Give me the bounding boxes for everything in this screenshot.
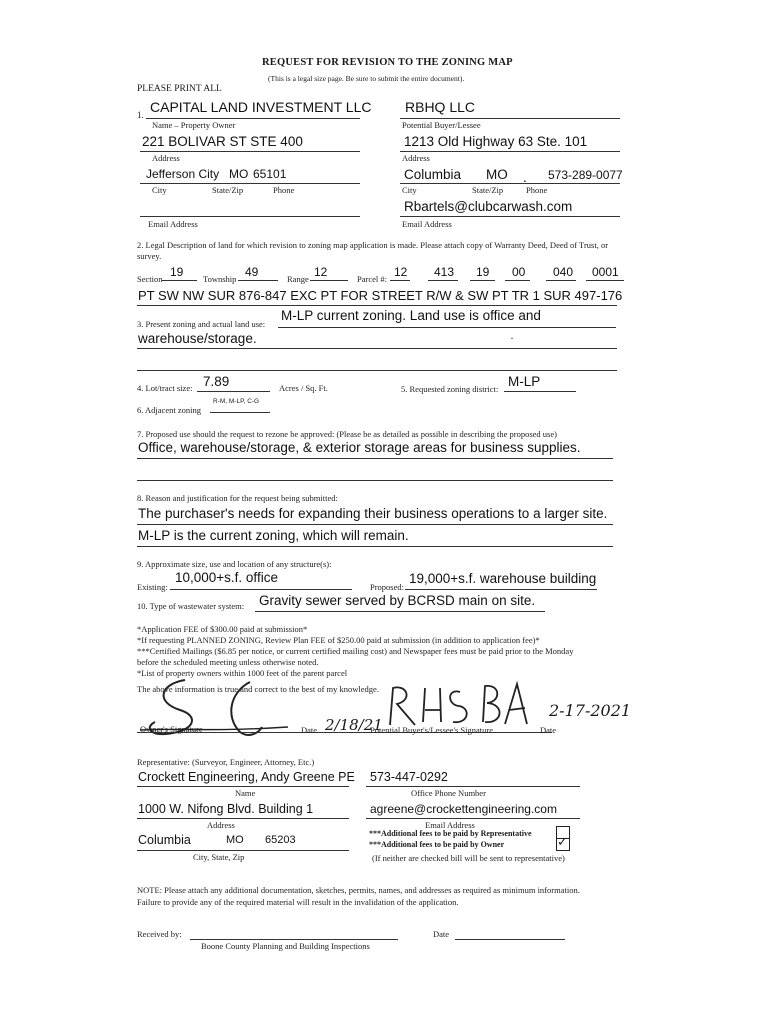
section-5-label: 5. Requested zoning district: bbox=[401, 384, 499, 394]
parcel-part-1[interactable]: 12 bbox=[394, 265, 408, 279]
lot-size-value[interactable]: 7.89 bbox=[203, 374, 230, 389]
owner-state[interactable]: MO bbox=[229, 167, 249, 181]
section-3-label: 3. Present zoning and actual land use: bbox=[137, 319, 266, 329]
representative-address[interactable]: 1000 W. Nifong Blvd. Building 1 bbox=[138, 802, 314, 816]
section-2-text: 2. Legal Description of land for which revision to zoning map application is made. Please attach copy of Warranty Deed, Deed of Trust, or survey. bbox=[137, 240, 609, 261]
owner-state-label: State/Zip bbox=[212, 185, 244, 195]
existing-label: Existing: bbox=[137, 582, 168, 592]
representative-label: Representative: (Surveyor, Engineer, Attorney, Etc.) bbox=[137, 757, 315, 767]
buyer-state-label: State/Zip bbox=[472, 185, 504, 195]
note-application-fee: *Application FEE of $300.00 paid at submission* bbox=[137, 624, 308, 634]
owner-address[interactable]: 221 BOLIVAR ST STE 400 bbox=[142, 134, 303, 149]
wastewater-system[interactable]: Gravity sewer served by BCRSD main on site. bbox=[259, 593, 536, 608]
buyer-date[interactable]: 2-17-2021 bbox=[549, 701, 632, 720]
justification-line-2[interactable]: M-LP is the current zoning, which will remain. bbox=[138, 528, 409, 543]
note-property-list: *List of property owners within 1000 feet of the parent parcel bbox=[137, 668, 348, 678]
representative-city[interactable]: Columbia bbox=[138, 833, 191, 847]
section-1-number: 1. bbox=[137, 110, 144, 120]
township-value[interactable]: 49 bbox=[245, 265, 259, 279]
fee-owner-checkmark: ✓ bbox=[557, 834, 568, 849]
buyer-address-label: Address bbox=[402, 153, 430, 163]
note-certified-1: ***Certified Mailings ($6.85 per notice, or current certified mailing cost) and Newspaper fees must be paid prior to the Monday bbox=[137, 646, 574, 656]
section-7-label: 7. Proposed use should the request to rezone be approved: (Please be as detailed as possible in describing the proposed use) bbox=[137, 429, 557, 439]
received-by-sub: Boone County Planning and Building Inspections bbox=[201, 941, 370, 951]
owner-zip[interactable]: 65101 bbox=[253, 167, 287, 181]
justification-line-1[interactable]: The purchaser's needs for expanding their business operations to a larger site. bbox=[138, 506, 608, 521]
owner-signature-label: Owner's Signature bbox=[140, 724, 203, 734]
owner-date[interactable]: 2/18/21 bbox=[325, 716, 383, 734]
present-zoning-line-1[interactable]: M-LP current zoning. Land use is office and bbox=[281, 308, 541, 323]
buyer-city-label: City bbox=[402, 185, 417, 195]
section-6-label: 6. Adjacent zoning bbox=[137, 405, 201, 415]
owner-address-label: Address bbox=[152, 153, 180, 163]
parcel-label: Parcel #: bbox=[357, 274, 387, 284]
section-value[interactable]: 19 bbox=[170, 265, 184, 279]
buyer-signature-label: Potential Buyer's/Lessee's Signature bbox=[370, 725, 493, 735]
buyer-email[interactable]: Rbartels@clubcarwash.com bbox=[404, 199, 573, 214]
fee-owner-note: ***Additional fees to be paid by Owner bbox=[369, 840, 505, 849]
representative-name-label: Name bbox=[235, 788, 256, 798]
buyer-phone-label: Phone bbox=[526, 185, 548, 195]
stray-mark: · bbox=[510, 331, 514, 345]
section-4-label: 4. Lot/tract size: bbox=[137, 383, 193, 393]
fee-billing-note: (If neither are checked bill will be sent to representative) bbox=[372, 853, 565, 863]
form-subtitle: (This is a legal size page. Be sure to submit the entire document). bbox=[268, 74, 465, 83]
representative-csz-label: City, State, Zip bbox=[193, 852, 245, 862]
buyer-dot: . bbox=[523, 170, 527, 185]
owner-name[interactable]: CAPITAL LAND INVESTMENT LLC bbox=[150, 99, 372, 115]
representative-email-label: Email Address bbox=[425, 820, 475, 830]
note-true-correct: The above information is true and correct to the best of my knowledge. bbox=[137, 684, 379, 694]
representative-phone[interactable]: 573-447-0292 bbox=[370, 770, 448, 784]
buyer-date-label: Date bbox=[540, 725, 557, 735]
buyer-address[interactable]: 1213 Old Highway 63 Ste. 101 bbox=[404, 134, 588, 149]
note-certified-2: before the scheduled meeting unless otherwise noted. bbox=[137, 657, 319, 667]
owner-name-label: Name – Property Owner bbox=[152, 120, 236, 130]
owner-phone-label: Phone bbox=[273, 185, 295, 195]
owner-email-label: Email Address bbox=[148, 219, 198, 229]
section-8-label: 8. Reason and justification for the request being submitted: bbox=[137, 493, 338, 503]
section-9-label: 9. Approximate size, use and location of any structure(s): bbox=[137, 559, 332, 569]
print-all-note: PLEASE PRINT ALL bbox=[137, 84, 222, 94]
legal-description[interactable]: PT SW NW SUR 876-847 EXC PT FOR STREET R/W & SW PT TR 1 SUR 497-176 bbox=[138, 288, 623, 303]
parcel-part-2[interactable]: 413 bbox=[434, 265, 455, 279]
representative-email[interactable]: agreene@crockettengineering.com bbox=[370, 802, 557, 816]
present-zoning-line-2[interactable]: warehouse/storage. bbox=[138, 331, 257, 346]
range-value[interactable]: 12 bbox=[314, 265, 328, 279]
proposed-structure[interactable]: 19,000+s.f. warehouse building bbox=[409, 571, 597, 586]
proposed-label: Proposed: bbox=[370, 582, 404, 592]
buyer-email-label: Email Address bbox=[402, 219, 452, 229]
buyer-phone[interactable]: 573-289-0077 bbox=[548, 168, 623, 182]
fee-rep-note: ***Additional fees to be paid by Representative bbox=[369, 829, 532, 838]
note-planned-zoning: *If requesting PLANNED ZONING, Review Plan FEE of $250.00 paid at submission (in addition to application fee)* bbox=[137, 635, 540, 645]
adjacent-zoning-value[interactable]: R-M, M-LP, C-G bbox=[213, 398, 260, 405]
footer-note-2: Failure to provide any of the required material will result in the invalidation of the application. bbox=[137, 897, 459, 907]
received-by-label: Received by: bbox=[137, 929, 182, 939]
representative-address-label: Address bbox=[207, 820, 235, 830]
owner-city-label: City bbox=[152, 185, 167, 195]
parcel-part-3[interactable]: 19 bbox=[476, 265, 490, 279]
received-date-label: Date bbox=[433, 929, 450, 939]
requested-zoning-value[interactable]: M-LP bbox=[508, 374, 541, 389]
section-10-label: 10. Type of wastewater system: bbox=[137, 601, 245, 611]
footer-note-1: NOTE: Please attach any additional documentation, sketches, permits, names, and addresses as required as minimum information. bbox=[137, 885, 580, 895]
representative-name[interactable]: Crockett Engineering, Andy Greene PE bbox=[138, 770, 355, 784]
form-title: REQUEST FOR REVISION TO THE ZONING MAP bbox=[262, 57, 513, 68]
owner-city[interactable]: Jefferson City bbox=[146, 167, 220, 181]
range-label: Range bbox=[287, 274, 309, 284]
representative-state[interactable]: MO bbox=[226, 834, 244, 846]
parcel-part-4[interactable]: 00 bbox=[512, 265, 526, 279]
parcel-part-6[interactable]: 0001 bbox=[592, 265, 619, 279]
lot-size-unit: Acres / Sq. Ft. bbox=[279, 383, 328, 393]
representative-zip[interactable]: 65203 bbox=[265, 834, 296, 846]
representative-phone-label: Office Phone Number bbox=[411, 788, 486, 798]
owner-date-label: Date bbox=[301, 725, 318, 735]
township-label: Township bbox=[203, 274, 237, 284]
parcel-part-5[interactable]: 040 bbox=[553, 265, 574, 279]
buyer-name-label: Potential Buyer/Lessee bbox=[402, 120, 481, 130]
buyer-city[interactable]: Columbia bbox=[404, 167, 462, 182]
section-label: Section bbox=[137, 274, 163, 284]
existing-structure[interactable]: 10,000+s.f. office bbox=[175, 570, 278, 585]
buyer-state[interactable]: MO bbox=[486, 167, 508, 182]
proposed-use[interactable]: Office, warehouse/storage, & exterior storage areas for business supplies. bbox=[138, 440, 581, 455]
buyer-name[interactable]: RBHQ LLC bbox=[405, 99, 476, 115]
buyer-signature bbox=[385, 680, 535, 730]
